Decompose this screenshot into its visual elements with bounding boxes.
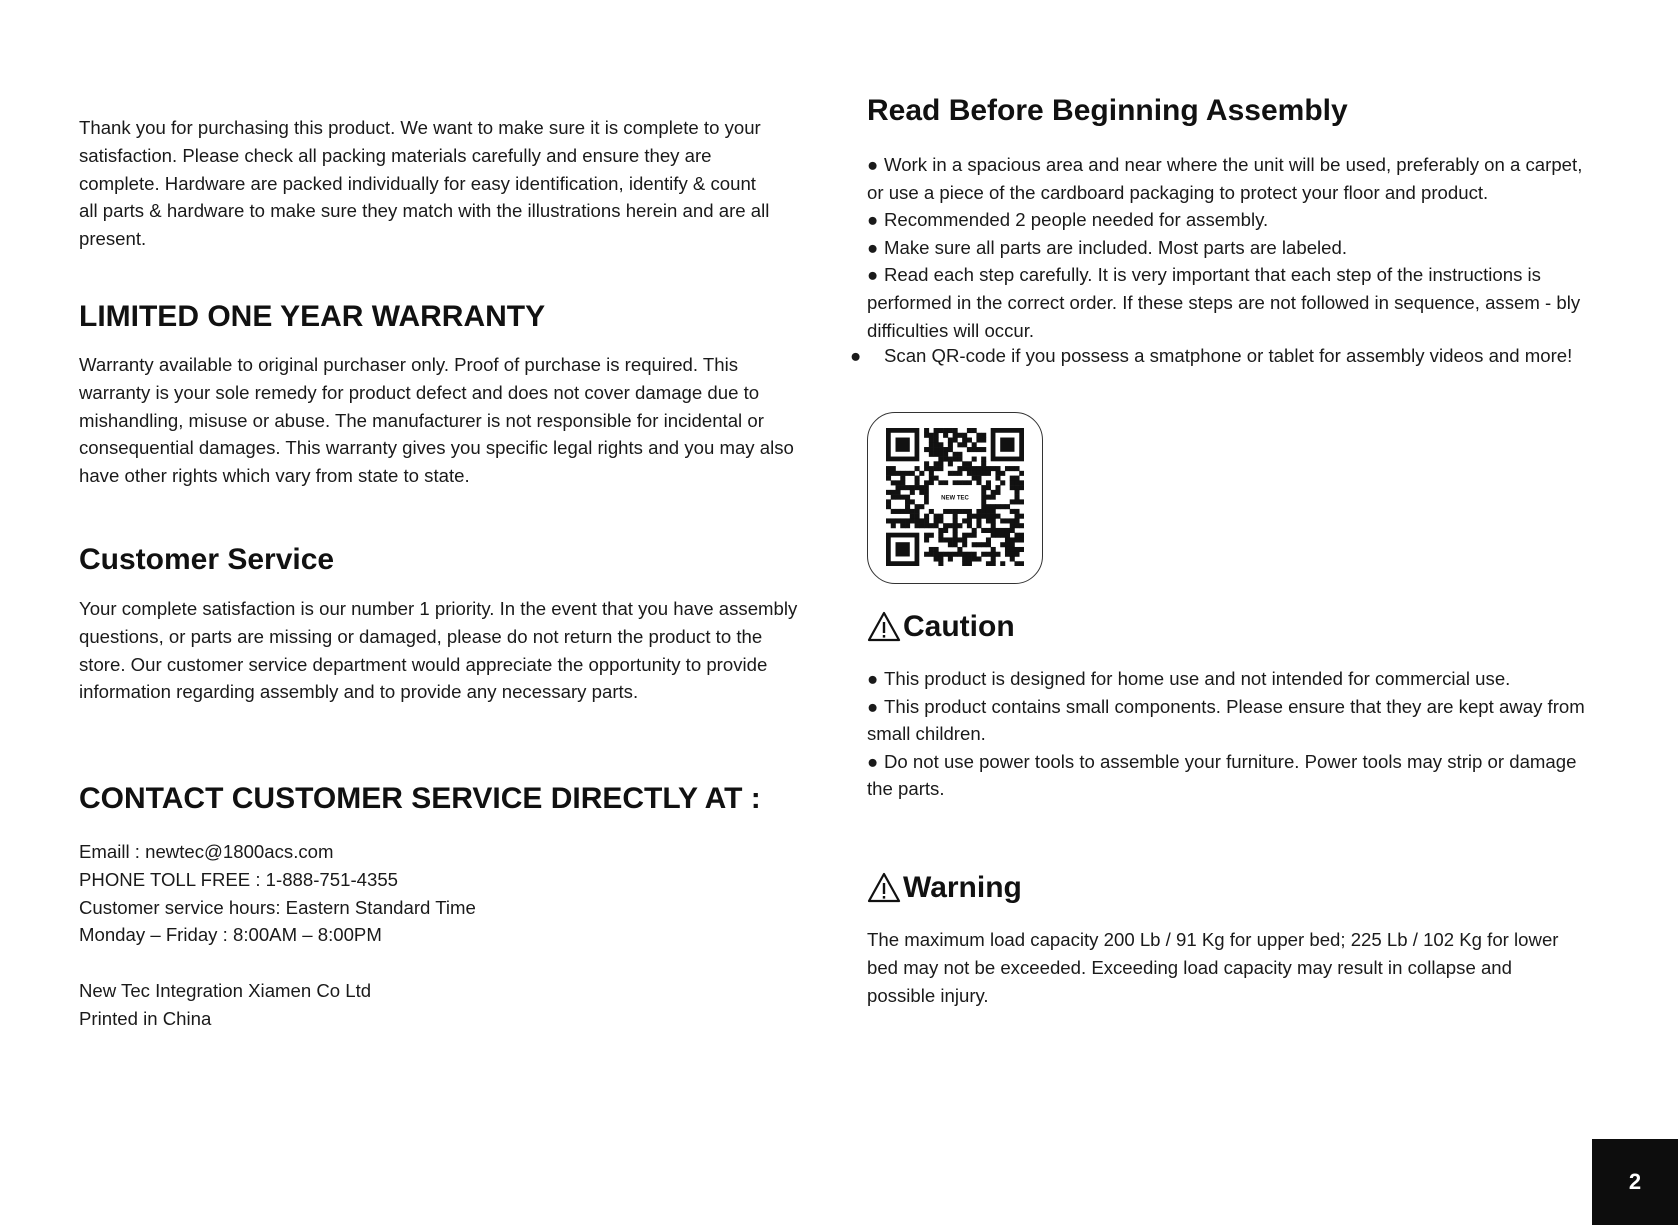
assembly-heading: Read Before Beginning Assembly — [867, 94, 1348, 127]
list-item: ● Scan QR-code if you possess a smatphone or tablet for assembly videos and more! — [867, 344, 1597, 369]
qr-code-frame[interactable] — [867, 412, 1043, 584]
bullet-icon: ● — [867, 154, 879, 175]
contact-phone: PHONE TOLL FREE : 1-888-751-4355 — [79, 868, 399, 890]
contact-hours-label: Customer service hours: Eastern Standard Time — [79, 896, 476, 918]
warning-heading-text: Warning — [903, 871, 1022, 904]
bullet-icon: ● — [867, 209, 879, 231]
printed-in: Printed in China — [79, 1007, 212, 1029]
list-item: ● Read each step carefully. It is very important that each step of the instructions is performed in the correct order. If these steps are not followed in sequence, assem - bly difficulties will occur. — [867, 261, 1597, 344]
page-number-badge: 2 — [1592, 1139, 1678, 1225]
warning-triangle-icon — [867, 611, 901, 643]
caution-heading — [867, 610, 1015, 644]
intro-paragraph: Thank you for purchasing this product. We want to make sure it is complete to your satisfaction. Please check all packing materials carefully and ensure they are complete. Hardware are packed individually for easy identification, identify & count all parts & hardware to make sure they match with the illustrations herein and are all present. — [79, 117, 770, 250]
bullet-icon: ● — [867, 264, 879, 286]
customer-service-paragraph: Your complete satisfaction is our number 1 priority. In the event that you have assembly questions, or parts are missing or damaged, please do not return the product to the store. Our customer service department would appreciate the opportunity to provide information regarding assembly and to provide any necessary parts. — [79, 598, 798, 703]
list-item: ● This product is designed for home use and not intended for commercial use. — [867, 665, 1597, 693]
contact-email: Emaill : newtec@1800acs.com — [79, 841, 334, 862]
assembly-bullet-list — [850, 151, 1597, 369]
company-details — [79, 977, 371, 1033]
customer-service-heading: Customer Service — [79, 543, 335, 576]
list-item: ● Make sure all parts are included. Most parts are labeled. — [867, 234, 1597, 262]
qr-code-icon[interactable] — [886, 428, 1024, 566]
bullet-icon: ● — [867, 695, 879, 717]
warning-heading — [867, 871, 1022, 905]
company-name: New Tec Integration Xiamen Co Ltd — [79, 980, 372, 1001]
list-item: ● Do not use power tools to assemble your furniture. Power tools may strip or damage the parts. — [867, 748, 1597, 803]
bullet-icon: ● — [867, 668, 879, 689]
warranty-heading: LIMITED ONE YEAR WARRANTY — [79, 300, 546, 333]
warning-triangle-icon — [867, 872, 901, 904]
list-item: ● Recommended 2 people needed for assembly. — [867, 206, 1597, 234]
qr-logo-label: NEW TEC — [941, 495, 969, 502]
warning-paragraph: The maximum load capacity 200 Lb / 91 Kg for upper bed; 225 Lb / 102 Kg for lower bed may not be exceeded. Exceeding load capacity may result in collapse and possible injury. — [867, 929, 1559, 1006]
list-item: ● Work in a spacious area and near where the unit will be used, preferably on a carpet, or use a piece of the cardboard packaging to protect your floor and product. — [867, 151, 1597, 206]
contact-hours: Monday – Friday : 8:00AM – 8:00PM — [79, 924, 382, 946]
warranty-paragraph: Warranty available to original purchaser only. Proof of purchase is required. This warranty is your sole remedy for product defect and does not cover damage due to mishandling, misuse or abuse. The manufacturer is not responsible for incidental or consequential damages. This warranty gives you specific legal rights and you may also have other rights which vary from state to state. — [79, 354, 794, 487]
caution-heading-text: Caution — [903, 610, 1015, 643]
caution-bullet-list — [867, 665, 1597, 803]
contact-heading: CONTACT CUSTOMER SERVICE DIRECTLY AT : — [79, 782, 761, 815]
bullet-icon: ● — [867, 236, 879, 258]
contact-details — [79, 838, 476, 949]
bullet-icon: ● — [850, 345, 862, 367]
list-item: ● This product contains small components. Please ensure that they are kept away from small children. — [867, 693, 1597, 748]
bullet-icon: ● — [867, 750, 879, 772]
